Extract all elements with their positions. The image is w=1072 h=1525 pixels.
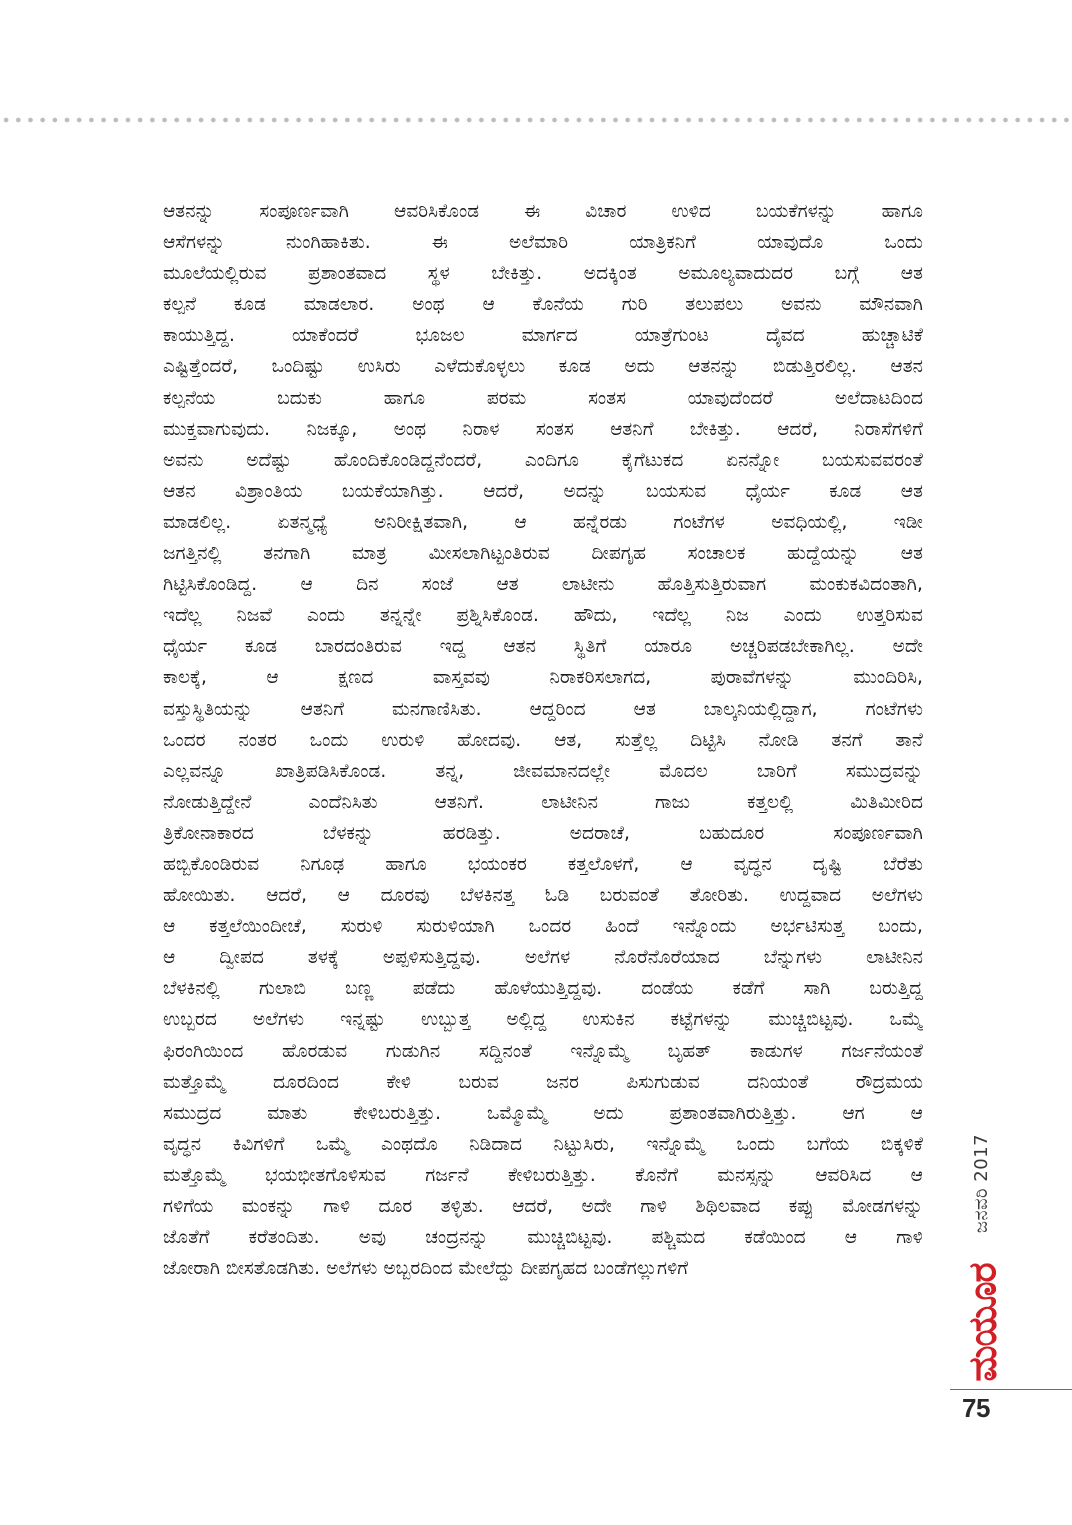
article-line: ಇದೆಲ್ಲ ನಿಜವೆ ಎಂದು ತನ್ನನ್ನೇ ಪ್ರಶ್ನಿಸಿಕೊಂಡ. ಹೌದು, ಇದೆಲ್ಲ ನಿಜ ಎಂದು ಉತ್ತರಿಸುವ [163, 605, 923, 627]
article-line: ಬೆಳಕಿನಲ್ಲಿ ಗುಲಾಬಿ ಬಣ್ಣ ಪಡೆದು ಹೊಳೆಯುತ್ತಿದ್ದವು. ದಂಡೆಯ ಕಡೆಗೆ ಸಾಗಿ ಬರುತ್ತಿದ್ದ [163, 978, 923, 1000]
article-body [163, 196, 923, 1284]
page-number-rule [950, 1389, 1072, 1390]
issue-date [962, 1108, 1002, 1258]
article-line: ಮೂಲೆಯಲ್ಲಿರುವ ಪ್ರಶಾಂತವಾದ ಸ್ಥಳ ಬೇಕಿತ್ತು. ಅದಕ್ಕಿಂತ ಅಮೂಲ್ಯವಾದುದರ ಬಗ್ಗೆ ಆತ [163, 263, 923, 285]
article-line: ಆ ಕತ್ತಲೆಯಿಂದೀಚೆ, ಸುರುಳಿ ಸುರುಳಿಯಾಗಿ ಒಂದರ ಹಿಂದೆ ಇನ್ನೊಂದು ಅರ್ಭಟಿಸುತ್ತ ಬಂದು, [163, 916, 923, 938]
article-line: ಜಗತ್ತಿನಲ್ಲಿ ತನಗಾಗಿ ಮಾತ್ರ ಮೀಸಲಾಗಿಟ್ಟಂತಿರುವ ದೀಪಗೃಹ ಸಂಚಾಲಕ ಹುದ್ದೆಯನ್ನು ಆತ [163, 543, 923, 565]
article-line: ಎಷ್ಟಿತ್ತೆಂದರೆ, ಒಂದಿಷ್ಟು ಉಸಿರು ಎಳೆದುಕೊಳ್ಳಲು ಕೂಡ ಅದು ಆತನನ್ನು ಬಿಡುತ್ತಿರಲಿಲ್ಲ. ಆತನ [163, 356, 923, 378]
article-line: ಹೋಯಿತು. ಆದರೆ, ಆ ದೂರವು ಬೆಳಕಿನತ್ತ ಓಡಿ ಬರುವಂತೆ ತೋರಿತು. ಉದ್ದವಾದ ಅಲೆಗಳು [163, 885, 923, 907]
issue-date-text: ಜನವರಿ 2017 [971, 1133, 993, 1233]
article-line: ಎಲ್ಲವನ್ನೂ ಖಾತ್ರಿಪಡಿಸಿಕೊಂಡ. ತನ್ನ, ಜೀವಮಾನದಲ್ಲೇ ಮೊದಲ ಬಾರಿಗೆ ಸಮುದ್ರವನ್ನು [163, 760, 923, 782]
article-line: ಮಾಡಲಿಲ್ಲ. ಏತನ್ಮಧ್ಯೆ ಅನಿರೀಕ್ಷಿತವಾಗಿ, ಆ ಹನ್ನೆರಡು ಗಂಟೆಗಳ ಅವಧಿಯಲ್ಲಿ, ಇಡೀ [163, 511, 923, 533]
article-line: ಒಂದರ ನಂತರ ಒಂದು ಉರುಳಿ ಹೋದವು. ಆತ, ಸುತ್ತೆಲ್ಲ ದಿಟ್ಟಿಸಿ ನೋಡಿ ತನಗೆ ತಾನೆ [163, 729, 923, 751]
article-line: ವಸ್ತುಸ್ಥಿತಿಯನ್ನು ಆತನಿಗೆ ಮನಗಾಣಿಸಿತು. ಆದ್ದರಿಂದ ಆತ ಬಾಲ್ಕನಿಯಲ್ಲಿದ್ದಾಗ, ಗಂಟೆಗಳು [163, 698, 923, 720]
article-line: ಗಳಿಗೆಯ ಮಂಕನ್ನು ಗಾಳಿ ದೂರ ತಳ್ಳಿತು. ಆದರೆ, ಅದೇ ಗಾಳಿ ಶಿಥಿಲವಾದ ಕಪ್ಪು ಮೋಡಗಳನ್ನು [163, 1196, 923, 1217]
article-line: ಕಲ್ಪನೆ ಕೂಡ ಮಾಡಲಾರ. ಅಂಥ ಆ ಕೊನೆಯ ಗುರಿ ತಲುಪಲು ಅವನು ಮೌನವಾಗಿ [163, 294, 923, 316]
article-line: ಉಬ್ಬರದ ಅಲೆಗಳು ಇನ್ನಷ್ಟು ಉಬ್ಬುತ್ತ ಅಲ್ಲಿದ್ದ ಉಸುಕಿನ ಕಟ್ಟೆಗಳನ್ನು ಮುಚ್ಚಿಬಿಟ್ಟವು. ಒಮ್ಮೆ [163, 1009, 923, 1031]
article-line: ನೋಡುತ್ತಿದ್ದೇನೆ ಎಂದೆನಿಸಿತು ಆತನಿಗೆ. ಲಾಟೀನಿನ ಗಾಜು ಕತ್ತಲಲ್ಲಿ ಮಿತಿಮೀರಿದ [163, 791, 923, 813]
article-line: ಅವನು ಅದೆಷ್ಟು ಹೊಂದಿಕೊಂಡಿದ್ದನೆಂದರೆ, ಎಂದಿಗೂ ಕೈಗೆಟುಕದ ಏನನ್ನೋ ಬಯಸುವವರಂತೆ [163, 449, 923, 471]
article-line: ಮುಕ್ತವಾಗುವುದು. ನಿಜಕ್ಕೂ, ಅಂಥ ನಿರಾಳ ಸಂತಸ ಆತನಿಗೆ ಬೇಕಿತ್ತು. ಆದರೆ, ನಿರಾಸೆಗಳಿಗೆ [163, 418, 923, 440]
article-line: ಜೋರಾಗಿ ಬೀಸತೊಡಗಿತು. ಅಲೆಗಳು ಅಬ್ಬರದಿಂದ ಮೇಲೆದ್ದು ದೀಪಗೃಹದ ಬಂಡೆಗಲ್ಲುಗಳಿಗೆ [163, 1258, 689, 1280]
article-line: ಧೈರ್ಯ ಕೂಡ ಬಾರದಂತಿರುವ ಇದ್ದ ಆತನ ಸ್ಥಿತಿಗೆ ಯಾರೂ ಅಚ್ಚರಿಪಡಬೇಕಾಗಿಲ್ಲ. ಅದೇ [163, 636, 923, 658]
article-line: ತ್ರಿಕೋನಾಕಾರದ ಬೆಳಕನ್ನು ಹರಡಿತ್ತು. ಅದರಾಚೆ, ಬಹುದೂರ ಸಂಪೂರ್ಣವಾಗಿ [163, 822, 923, 844]
article-line: ಆ ದ್ವೀಪದ ತಳಕ್ಕೆ ಅಪ್ಪಳಿಸುತ್ತಿದ್ದವು. ಅಲೆಗಳ ನೊರೆನೊರೆಯಾದ ಬೆನ್ನುಗಳು ಲಾಟೀನಿನ [163, 947, 923, 969]
article-line: ವೃದ್ಧನ ಕಿವಿಗಳಿಗೆ ಒಮ್ಮೆ ಎಂಥದೊ ನಿಡಿದಾದ ನಿಟ್ಟುಸಿರು, ಇನ್ನೊಮ್ಮೆ ಒಂದು ಬಗೆಯ ಬಿಕ್ಕಳಿಕೆ [163, 1133, 923, 1155]
article-line: ಕಾಯುತ್ತಿದ್ದ. ಯಾಕೆಂದರೆ ಭೂಜಲ ಮಾರ್ಗದ ಯಾತ್ರೆಗುಂಟ ದೈವದ ಹುಚ್ಚಾಟಿಕೆ [163, 325, 923, 347]
article-line: ಮತ್ತೊಮ್ಮೆ ದೂರದಿಂದ ಕೇಳಿ ಬರುವ ಜನರ ಪಿಸುಗುಡುವ ದನಿಯಂತೆ ರೌದ್ರಮಯ [163, 1071, 923, 1093]
article-line: ಆಸೆಗಳನ್ನು ನುಂಗಿಹಾಕಿತು. ಈ ಅಲೆಮಾರಿ ಯಾತ್ರಿಕನಿಗೆ ಯಾವುದೊ ಒಂದು [163, 232, 923, 254]
magazine-logo [960, 1262, 1006, 1382]
article-line: ಫಿರಂಗಿಯಿಂದ ಹೊರಡುವ ಗುಡುಗಿನ ಸದ್ದಿನಂತೆ ಇನ್ನೊಮ್ಮೆ ಬೃಹತ್ ಕಾಡುಗಳ ಗರ್ಜನೆಯಂತೆ [163, 1040, 923, 1062]
article-line: ಕಲ್ಪನೆಯ ಬದುಕು ಹಾಗೂ ಪರಮ ಸಂತಸ ಯಾವುದೆಂದರೆ ಅಲೆದಾಟದಿಂದ [163, 387, 923, 409]
dotted-divider [0, 116, 1072, 124]
article-line: ಆತನನ್ನು ಸಂಪೂರ್ಣವಾಗಿ ಆವರಿಸಿಕೊಂಡ ಈ ವಿಚಾರ ಉಳಿದ ಬಯಕೆಗಳನ್ನು ಹಾಗೂ [163, 201, 923, 222]
article-line: ಹಬ್ಬಿಕೊಂಡಿರುವ ನಿಗೂಢ ಹಾಗೂ ಭಯಂಕರ ಕತ್ತಲೊಳಗೆ, ಆ ವೃದ್ಧನ ದೃಷ್ಟಿ ಬೆರೆತು [163, 853, 923, 875]
article-line: ಸಮುದ್ರದ ಮಾತು ಕೇಳಿಬರುತ್ತಿತ್ತು. ಒಮ್ಮೊಮ್ಮೆ ಅದು ಪ್ರಶಾಂತವಾಗಿರುತ್ತಿತ್ತು. ಆಗ ಆ [163, 1102, 923, 1124]
article-line: ಮತ್ತೊಮ್ಮೆ ಭಯಭೀತಗೊಳಿಸುವ ಗರ್ಜನೆ ಕೇಳಿಬರುತ್ತಿತ್ತು. ಕೊನೆಗೆ ಮನಸ್ಸನ್ನು ಆವರಿಸಿದ ಆ [163, 1164, 923, 1186]
article-line: ಗಿಟ್ಟಿಸಿಕೊಂಡಿದ್ದ. ಆ ದಿನ ಸಂಜೆ ಆತ ಲಾಟೀನು ಹೊತ್ತಿಸುತ್ತಿರುವಾಗ ಮಂಕುಕವಿದಂತಾಗಿ, [163, 574, 923, 596]
page-number: 75 [962, 1393, 990, 1423]
article-line: ಆತನ ವಿಶ್ರಾಂತಿಯ ಬಯಕೆಯಾಗಿತ್ತು. ಆದರೆ, ಅದನ್ನು ಬಯಸುವ ಧೈರ್ಯ ಕೂಡ ಆತ [163, 480, 923, 502]
magazine-logo-text: ಮಯೂರ [960, 1262, 1005, 1382]
article-line: ಕಾಲಕ್ಕೆ, ಆ ಕ್ಷಣದ ವಾಸ್ತವವು ನಿರಾಕರಿಸಲಾಗದ, ಪುರಾವೆಗಳನ್ನು ಮುಂದಿರಿಸಿ, [163, 667, 923, 689]
article-line: ಜೊತೆಗೆ ಕರೆತಂದಿತು. ಅವು ಚಂದ್ರನನ್ನು ಮುಚ್ಚಿಬಿಟ್ಟವು. ಪಶ್ಚಿಮದ ಕಡೆಯಿಂದ ಆ ಗಾಳಿ [163, 1227, 923, 1249]
